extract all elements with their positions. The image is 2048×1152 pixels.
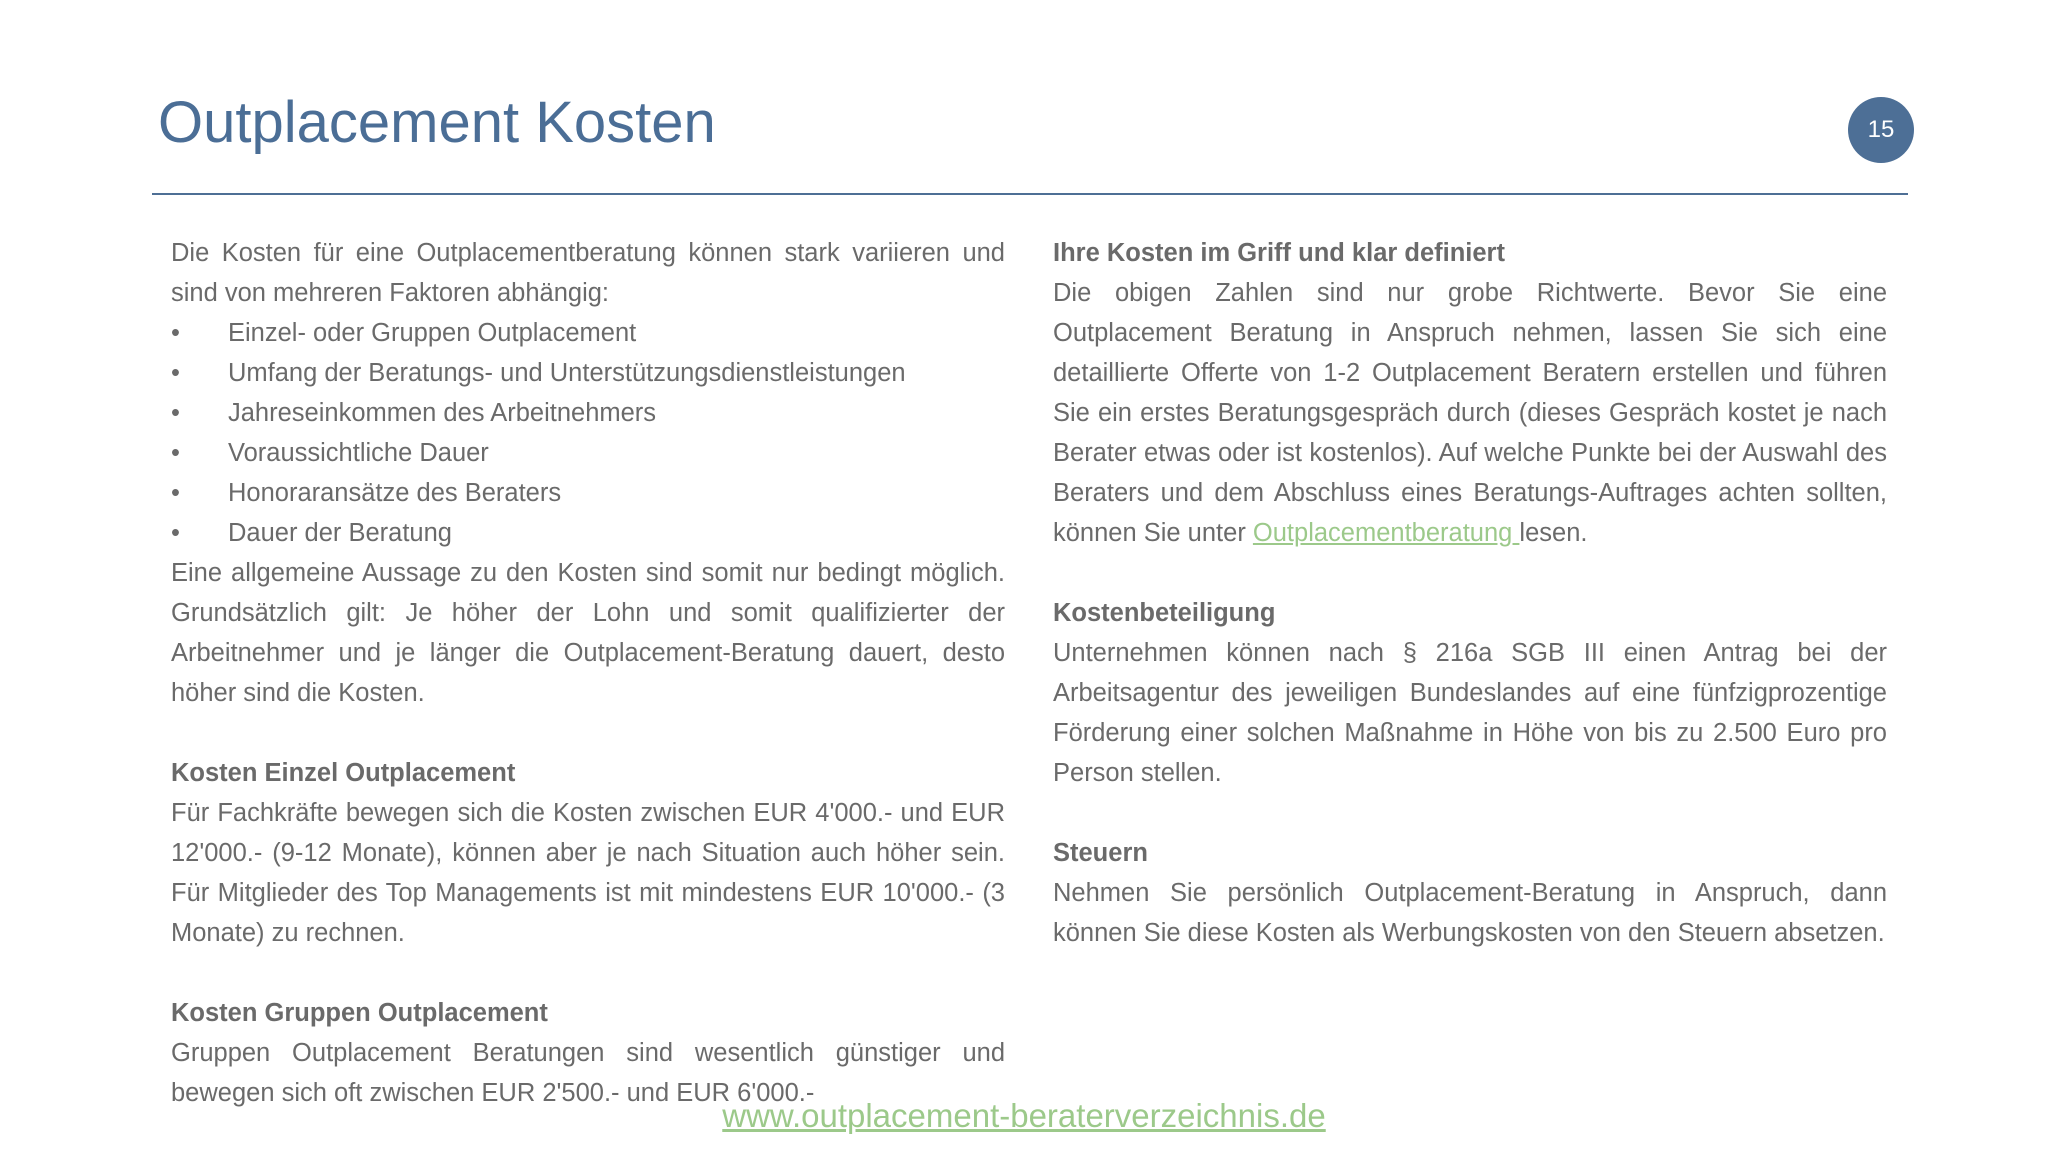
griff-heading: Ihre Kosten im Griff und klar definiert	[1053, 239, 1505, 267]
gruppen-paragraph: Gruppen Outplacement Beratungen sind wesentlich günstiger und bewegen sich oft zwischen EUR 2'500.- und EUR 6'000.-	[171, 1039, 1005, 1107]
outplacementberatung-link[interactable]: Outplacementberatung	[1252, 519, 1520, 547]
list-item-text: Voraussichtliche Dauer	[228, 439, 489, 467]
slide-title: Outplacement Kosten	[158, 90, 716, 155]
griff-paragraph	[1053, 273, 1887, 553]
footer-website-link[interactable]: www.outplacement-beraterverzeichnis.de	[722, 1097, 1326, 1134]
list-item	[171, 393, 1005, 433]
griff-text: Die obigen Zahlen sind nur grobe Richtwerte. Bevor Sie eine Outplacement Beratung in Anspruch nehmen, lassen Sie sich eine detaillierte Offerte von 1-2 Outplacement Beratern erstellen und führen Sie ein erstes Beratungsgespräch durch (dieses Gespräch kostet je nach Berater etwas oder ist kostenlos). Auf welche Punkte bei der Auswahl des Beraters und dem Abschluss eines Beratungs-Auftrages achten sollten, können Sie unter	[1053, 279, 1887, 547]
list-item	[171, 473, 1005, 513]
bullet-icon: •	[171, 399, 180, 427]
factor-list	[171, 313, 1005, 553]
bullet-icon: •	[171, 319, 180, 347]
beteiligung-heading: Kostenbeteiligung	[1053, 599, 1276, 627]
beteiligung-paragraph: Unternehmen können nach § 216a SGB III einen Antrag bei der Arbeitsagentur des jeweiligen Bundeslandes auf eine fünfzigprozentige Förderung einer solchen Maßnahme in Höhe von bis zu 2.500 Euro pro Person stellen.	[1053, 639, 1887, 787]
steuern-paragraph: Nehmen Sie persönlich Outplacement-Beratung in Anspruch, dann können Sie diese Kosten als Werbungskosten von den Steuern absetzen.	[1053, 879, 1887, 947]
bullet-icon: •	[171, 479, 180, 507]
list-item	[171, 353, 1005, 393]
page-number-badge: 15	[1848, 97, 1914, 163]
einzel-heading: Kosten Einzel Outplacement	[171, 759, 516, 787]
title-divider	[152, 193, 1908, 195]
list-item	[171, 313, 1005, 353]
list-item-text: Umfang der Beratungs- und Unterstützungsdienstleistungen	[228, 359, 906, 387]
einzel-paragraph: Für Fachkräfte bewegen sich die Kosten zwischen EUR 4'000.- und EUR 12'000.- (9-12 Monate), können aber je nach Situation auch höher sein. Für Mitglieder des Top Managements ist mit mindestens EUR 10'000.- (3 Monate) zu rechnen.	[171, 799, 1005, 947]
list-item-text: Honoraransätze des Beraters	[228, 479, 562, 507]
bullet-icon: •	[171, 439, 180, 467]
list-item-text: Dauer der Beratung	[228, 519, 452, 547]
list-item	[171, 513, 1005, 553]
spacer	[1053, 553, 1887, 593]
bullet-icon: •	[171, 519, 180, 547]
steuern-heading: Steuern	[1053, 839, 1148, 867]
spacer	[1053, 793, 1887, 833]
bullet-icon: •	[171, 359, 180, 387]
gruppen-heading: Kosten Gruppen Outplacement	[171, 999, 548, 1027]
summary-paragraph: Eine allgemeine Aussage zu den Kosten sind somit nur bedingt möglich. Grundsätzlich gilt: Je höher der Lohn und somit qualifizierter der Arbeitnehmer und je länger die Outplacement-Beratung dauert, desto höher sind die Kosten.	[171, 559, 1005, 707]
right-column	[1053, 233, 1887, 953]
list-item-text: Jahreseinkommen des Arbeitnehmers	[228, 399, 657, 427]
left-column	[171, 233, 1005, 1113]
list-item	[171, 433, 1005, 473]
spacer	[171, 713, 1005, 753]
spacer	[171, 953, 1005, 993]
griff-after-text: lesen.	[1519, 519, 1588, 547]
intro-paragraph: Die Kosten für eine Outplacementberatung können stark variieren und sind von mehreren Faktoren abhängig:	[171, 239, 1005, 307]
list-item-text: Einzel- oder Gruppen Outplacement	[228, 319, 637, 347]
